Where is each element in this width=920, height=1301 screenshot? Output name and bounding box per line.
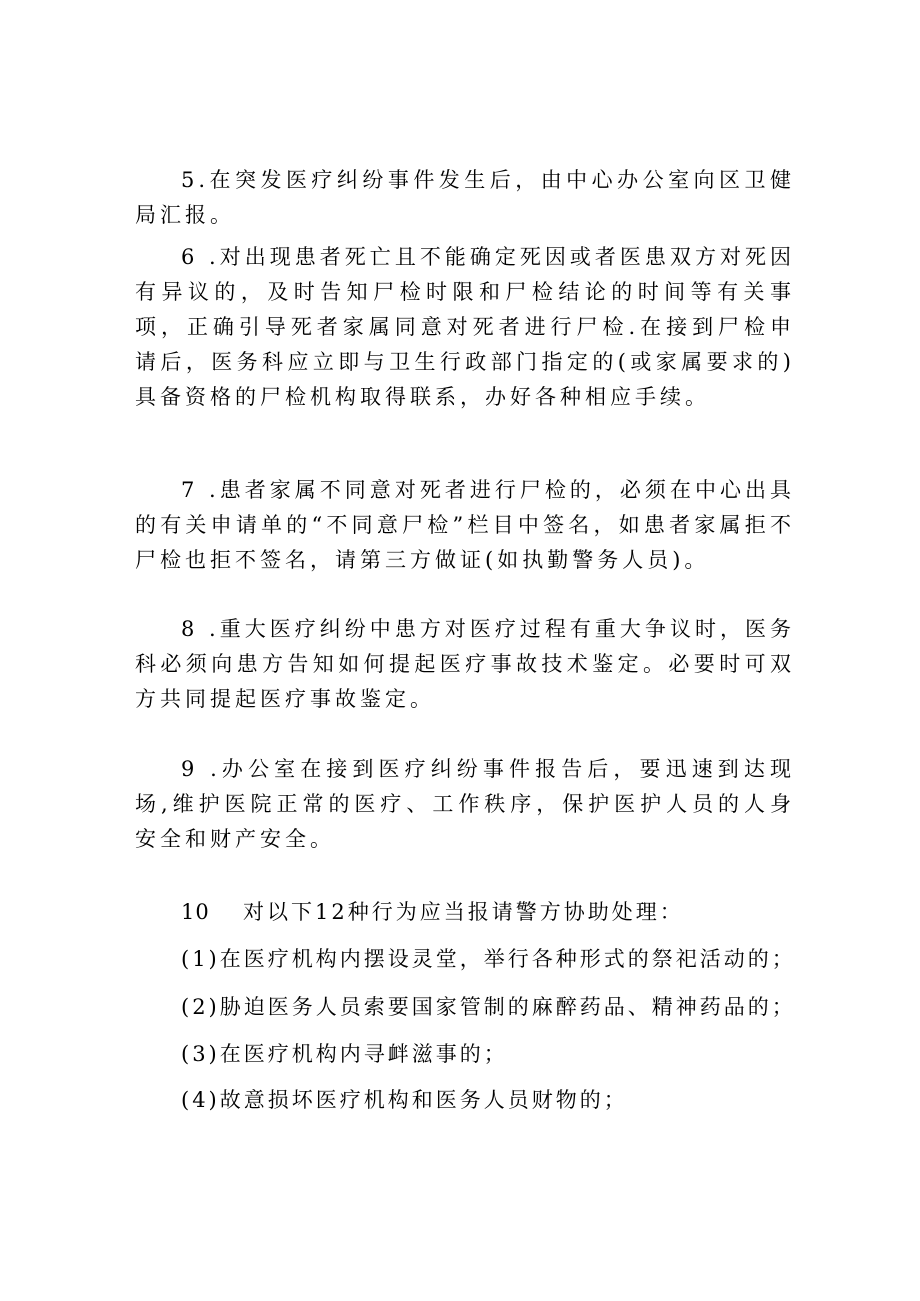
paragraph-6: 6 .对出现患者死亡且不能确定死因或者医患双方对死因有异议的，及时告知尸检时限和尸检结论的时间等有关事项，正确引导死者家属同意对死者进行尸检.在接到尸检申请后，医务科应立即与卫生行政部门指定的(或家属要求的)具备资格的尸检机构取得联系，办好各种相应手续。	[135, 245, 795, 409]
subitem-4: (4)故意损坏医疗机构和医务人员财物的；	[181, 1088, 628, 1112]
paragraph-5: 5.在突发医疗纠纷事件发生后，由中心办公室向区卫健局汇报。	[135, 168, 795, 227]
subitem-3: (3)在医疗机构内寻衅滋事的；	[181, 1042, 508, 1066]
paragraph-8: 8 .重大医疗纠纷中患方对医疗过程有重大争议时，医务科必须向患方告知如何提起医疗事故技术鉴定。必要时可双方共同提起医疗事故鉴定。	[135, 617, 795, 711]
item-10-text: 对以下12种行为应当报请警方协助处理：	[243, 900, 684, 924]
paragraph-7: 7 .患者家属不同意对死者进行尸检的，必须在中心出具的有关申请单的“不同意尸检”栏目中签名，如患者家属拒不尸检也拒不签名，请第三方做证(如执勤警务人员)。	[135, 478, 795, 572]
item-10-number: 10	[181, 900, 210, 924]
paragraph-9: 9 .办公室在接到医疗纠纷事件报告后，要迅速到达现场,维护医院正常的医疗、工作秩序，保护医护人员的人身安全和财产安全。	[135, 757, 795, 851]
subitem-2: (2)胁迫医务人员索要国家管制的麻醉药品、精神药品的；	[181, 995, 796, 1019]
subitem-1: (1)在医疗机构内摆设灵堂，举行各种形式的祭祀活动的；	[181, 947, 796, 971]
